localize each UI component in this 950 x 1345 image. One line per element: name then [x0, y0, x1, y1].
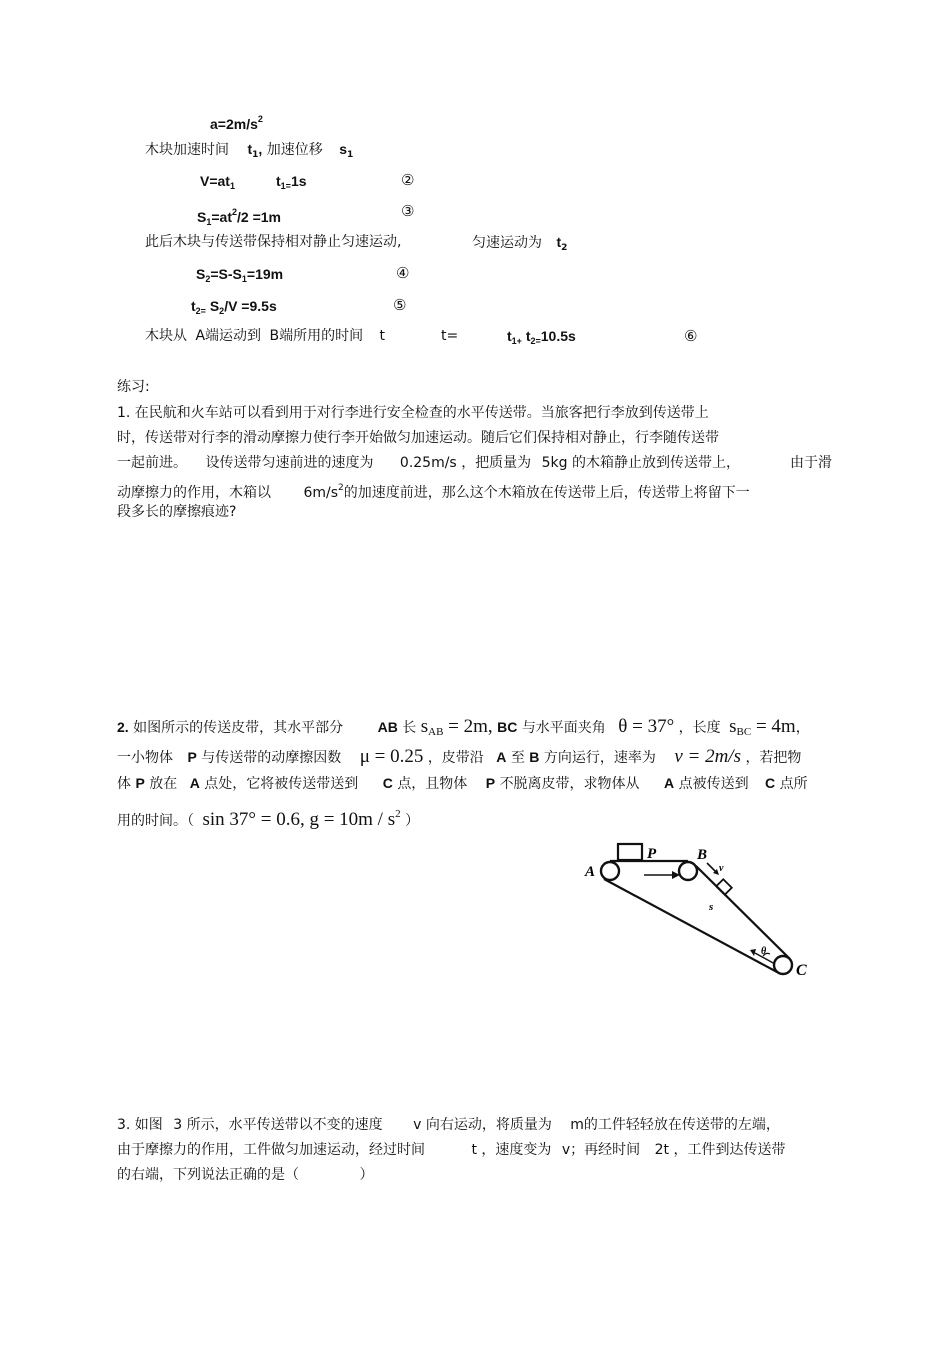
point-c: C: [765, 775, 776, 791]
var-t: t: [507, 328, 512, 344]
eq-rhs: 1s: [290, 173, 307, 189]
point-b: B: [269, 328, 280, 344]
accel-exponent: 2: [257, 114, 263, 124]
var-s: S: [196, 266, 206, 282]
total-time-value: [507, 327, 576, 350]
point-b: B: [529, 749, 540, 765]
var-s: s: [729, 716, 737, 737]
sub: 2: [219, 306, 225, 316]
var-s: s: [420, 716, 429, 737]
sup: 2: [338, 483, 344, 493]
text: v；再经时间: [561, 1142, 641, 1158]
text: 如图所示的传送皮带，其水平部分: [133, 720, 344, 736]
text: 一起前进。: [117, 455, 187, 471]
value: = 4m: [751, 716, 796, 737]
point-a: A: [496, 749, 507, 765]
equation-number: ⑥: [684, 327, 698, 345]
sub: 1: [346, 150, 354, 160]
sub: 2: [205, 274, 211, 284]
var-t: t: [525, 328, 531, 344]
text: 与传送带的动摩擦因数: [201, 750, 342, 766]
text: ）: [359, 1167, 374, 1183]
text: 至: [510, 750, 525, 766]
text: 体: [117, 776, 131, 792]
formula-sbc: [729, 716, 796, 737]
object-p: P: [485, 775, 496, 791]
formula-mu: μ = 0.25: [359, 746, 424, 767]
q3-line-3: [117, 1166, 373, 1184]
diagram-label-c: C: [796, 962, 807, 979]
equation-3: [197, 203, 281, 231]
sup: 2: [231, 207, 237, 217]
practice-heading: 练习:: [117, 379, 150, 395]
text: 的木箱静止放到传送带上，: [572, 455, 740, 471]
velocity-value: 0.25m/s: [399, 455, 457, 471]
var-s: s: [339, 141, 347, 157]
equation-4: [196, 265, 283, 288]
var-t: t: [191, 298, 196, 314]
text: 3. 如图: [117, 1117, 163, 1133]
object-p: P: [135, 775, 145, 791]
pulley-a: [601, 862, 619, 880]
text: 长: [402, 720, 417, 736]
text: 放在: [149, 776, 178, 792]
var-t: t: [276, 173, 281, 189]
sub: 1: [241, 274, 247, 284]
eq-rest: =19m: [246, 266, 284, 282]
segment-ab: AB: [377, 719, 398, 735]
belt-return: [604, 879, 777, 972]
diagram-label-theta: θ: [761, 946, 767, 957]
q2-line-4: [117, 805, 419, 830]
var-t: t: [556, 234, 562, 250]
text: ，若把物: [745, 750, 802, 766]
text: 由于滑: [790, 455, 832, 471]
q2-line-3: [117, 774, 808, 793]
equation-5: [191, 297, 277, 320]
q3-line-1: [117, 1116, 780, 1134]
time-2t: 2t: [654, 1142, 670, 1158]
point-a: A: [189, 775, 200, 791]
eq-lhs: V=at: [200, 173, 230, 189]
eq-mid: =at: [211, 209, 232, 225]
equation-number: ③: [401, 202, 415, 220]
sub: AB: [428, 726, 444, 738]
diagram-label-v: v: [719, 863, 724, 874]
var-s: S: [197, 209, 207, 225]
text: ，速度变为: [481, 1142, 552, 1158]
sub: 1: [252, 150, 259, 160]
v-arrow: [707, 863, 716, 872]
eq-mid: =S-S: [210, 266, 242, 282]
diagram-label-s: s: [709, 901, 714, 913]
text: ，长度: [678, 720, 721, 736]
text: ，: [795, 720, 810, 736]
var-v: v: [413, 1117, 422, 1133]
text: 设传送带匀速前进的速度为: [205, 455, 374, 471]
eq-rest: /2 =1m: [237, 209, 281, 225]
text: 匀速运动为: [472, 235, 542, 251]
sub: 1=: [280, 181, 291, 191]
return-arrow-head: [750, 949, 756, 956]
q3-line-2: [117, 1141, 785, 1159]
text: 的右端，下列说法正确的是（: [117, 1167, 299, 1183]
q1-line-5: 段多长的摩擦痕迹?: [117, 504, 237, 520]
relative-rest-line-b: [472, 233, 567, 257]
object-p-block: [618, 844, 642, 860]
text: ，把质量为: [461, 455, 532, 471]
text: 与水平面夹角: [521, 720, 606, 736]
comma: ,: [258, 141, 263, 157]
sub: 1: [206, 217, 212, 227]
text: ）: [405, 813, 420, 829]
question-number: 2.: [117, 719, 129, 735]
formula-given: [202, 809, 400, 830]
q1-line-2: 时，传送带对行李的滑动摩擦力使行李开始做匀加速运动。随后它们保持相对静止，行李随传送带: [117, 430, 719, 446]
point-a: A: [664, 775, 675, 791]
eq-rest: /V =9.5s: [224, 298, 277, 314]
accel-value: 6m/s: [303, 485, 339, 501]
diagram-label-b: B: [697, 847, 708, 863]
value: = 2m,: [443, 716, 493, 737]
text: 端运动到: [205, 328, 262, 344]
equation-2-result: [276, 172, 307, 195]
text: ，工件到达传送带: [673, 1142, 786, 1158]
text: 方向运行，速率为: [543, 750, 656, 766]
q1-line-4: [117, 479, 750, 502]
pulley-b: [679, 862, 697, 880]
var-t: t: [471, 1142, 477, 1158]
equation-number: ②: [401, 171, 415, 189]
q2-line-2: [117, 748, 801, 767]
text: 的加速度前进，那么这个木箱放在传送带上后，传送带上将留下一: [343, 485, 750, 501]
relative-rest-line: [145, 233, 401, 251]
diagram-label-a: A: [585, 864, 596, 880]
text: 点所: [779, 776, 808, 792]
formula-text: sin 37° = 0.6, g = 10m / s: [202, 809, 396, 830]
sub: 1: [229, 181, 235, 191]
text: 木块加速时间: [145, 142, 229, 158]
sub: BC: [736, 726, 752, 738]
sub: 1+: [511, 336, 522, 346]
q1-line-1: 1. 在民航和火车站可以看到用于对行李进行安全检查的水平传送带。当旅客把行李放到传送带上: [117, 405, 709, 421]
text: 木块从: [145, 328, 187, 344]
text: 点，且物体: [397, 776, 468, 792]
text: 由于摩擦力的作用，工件做匀加速运动，经过时间: [117, 1142, 425, 1158]
accel-time-line: [145, 140, 353, 164]
total-time-eq: t=: [441, 328, 459, 344]
var-t: t: [379, 328, 386, 344]
segment-bc: BC: [497, 719, 518, 735]
text: 端所用的时间: [279, 328, 364, 344]
sub: 2=: [530, 336, 541, 346]
text: 动摩擦力的作用，木箱以: [117, 485, 271, 501]
sub: 2=: [195, 306, 206, 316]
text: m的工件轻轻放在传送带的左端，: [570, 1117, 780, 1133]
text: 用的时间。（: [117, 813, 194, 829]
object-p: P: [187, 749, 197, 765]
text: 3 所示，水平传送带以不变的速度: [173, 1117, 383, 1133]
var-s: S: [209, 298, 220, 314]
text: 一小物体: [117, 750, 173, 766]
q2-line-1: [117, 718, 810, 741]
text: 向右运动，将质量为: [425, 1117, 552, 1133]
accel-line: [210, 110, 263, 133]
equation-number: ⑤: [393, 296, 407, 314]
sup: 2: [395, 808, 401, 820]
mass-value: 5kg: [541, 455, 568, 471]
q1-line-3: [117, 454, 832, 472]
equation-2: [200, 172, 235, 195]
var-t: t: [247, 141, 253, 157]
text: ，皮带沿: [427, 750, 484, 766]
point-a: A: [195, 328, 206, 344]
text: 点被传送到: [678, 776, 749, 792]
accel-value: a=2m/s: [210, 116, 258, 132]
equation-number: ④: [396, 264, 410, 282]
point-c: C: [382, 775, 393, 791]
text: 点处，它将被传送带送到: [204, 776, 359, 792]
conveyor-figure: [580, 838, 820, 988]
total-time-line: [145, 327, 385, 345]
sub: 2: [561, 243, 568, 253]
formula-sab: [421, 716, 493, 737]
formula-v: v = 2m/s: [674, 746, 741, 767]
text: 不脱离皮带，求物体从: [499, 776, 640, 792]
text: 此后木块与传送带保持相对静止匀速运动,: [145, 234, 402, 250]
eq-rest: 10.5s: [540, 328, 576, 344]
text: 加速位移: [266, 142, 323, 158]
diagram-label-p: P: [647, 846, 657, 862]
formula-theta: θ = 37°: [618, 716, 675, 737]
